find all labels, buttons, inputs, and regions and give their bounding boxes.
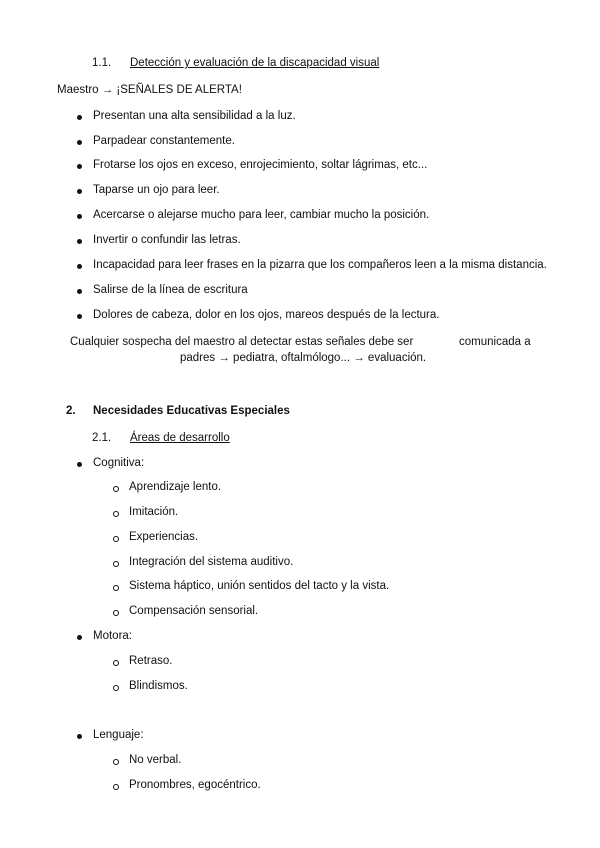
bullet-disc-icon [77,264,82,269]
bullet-disc-icon [77,314,82,319]
suspicion-line-2: padres → pediatra, oftalmólogo... → evaluación. [180,352,427,364]
bullet-circle-icon [113,511,119,517]
sub-list-item: Sistema háptico, unión sentidos del tacto y la vista. [129,580,390,592]
list-item-text: Taparse un ojo para leer. [93,184,220,196]
bullet-circle-icon [113,536,119,542]
bullet-circle-icon [113,784,119,790]
bullet-disc-icon [77,734,82,739]
list-item-text: Dolores de cabeza, dolor en los ojos, mareos después de la lectura. [93,309,440,321]
sub-list-item: Integración del sistema auditivo. [129,556,294,568]
section-2-1-number: 2.1. [92,432,112,444]
sub-list-item: Imitación. [129,506,179,518]
list-item-text: Presentan una alta sensibilidad a la luz. [93,110,296,122]
area-label: Cognitiva: [93,457,145,469]
section-1-1-title: Detección y evaluación de la discapacidad visual [130,57,380,69]
bullet-disc-icon [77,189,82,194]
sub-list-item: Retraso. [129,655,173,667]
alert-intro: Maestro → ¡SEÑALES DE ALERTA! [57,84,242,96]
sub-list-item: Blindismos. [129,680,188,692]
section-2-1-title: Áreas de desarrollo [130,432,230,444]
bullet-disc-icon [77,635,82,640]
sub-list-item: Aprendizaje lento. [129,481,222,493]
suspicion-line-1-left: Cualquier sospecha del maestro al detectar estas señales debe ser [70,336,414,348]
bullet-circle-icon [113,759,119,765]
bullet-disc-icon [77,164,82,169]
list-item-text: Parpadear constantemente. [93,135,235,147]
bullet-circle-icon [113,610,119,616]
bullet-disc-icon [77,289,82,294]
list-item-text: Incapacidad para leer frases en la pizarra que los compañeros leen a la misma distancia. [93,259,547,271]
bullet-disc-icon [77,140,82,145]
sub-list-item: Pronombres, egocéntrico. [129,779,261,791]
bullet-circle-icon [113,585,119,591]
suspicion-line-1-right: comunicada a [459,336,531,348]
area-label: Motora: [93,630,132,642]
bullet-disc-icon [77,214,82,219]
list-item-text: Salirse de la línea de escritura [93,284,248,296]
bullet-circle-icon [113,685,119,691]
area-label: Lenguaje: [93,729,144,741]
bullet-disc-icon [77,462,82,467]
list-item-text: Acercarse o alejarse mucho para leer, cambiar mucho la posición. [93,209,430,221]
list-item-text: Frotarse los ojos en exceso, enrojecimiento, soltar lágrimas, etc... [93,159,428,171]
list-item-text: Invertir o confundir las letras. [93,234,241,246]
sub-list-item: Experiencias. [129,531,199,543]
sub-list-item: No verbal. [129,754,182,766]
sub-list-item: Compensación sensorial. [129,605,259,617]
section-1-1-number: 1.1. [92,57,112,69]
bullet-circle-icon [113,486,119,492]
bullet-disc-icon [77,239,82,244]
section-2-number: 2. [66,405,76,417]
bullet-disc-icon [77,115,82,120]
bullet-circle-icon [113,561,119,567]
bullet-circle-icon [113,660,119,666]
section-2-title: Necesidades Educativas Especiales [93,405,290,417]
